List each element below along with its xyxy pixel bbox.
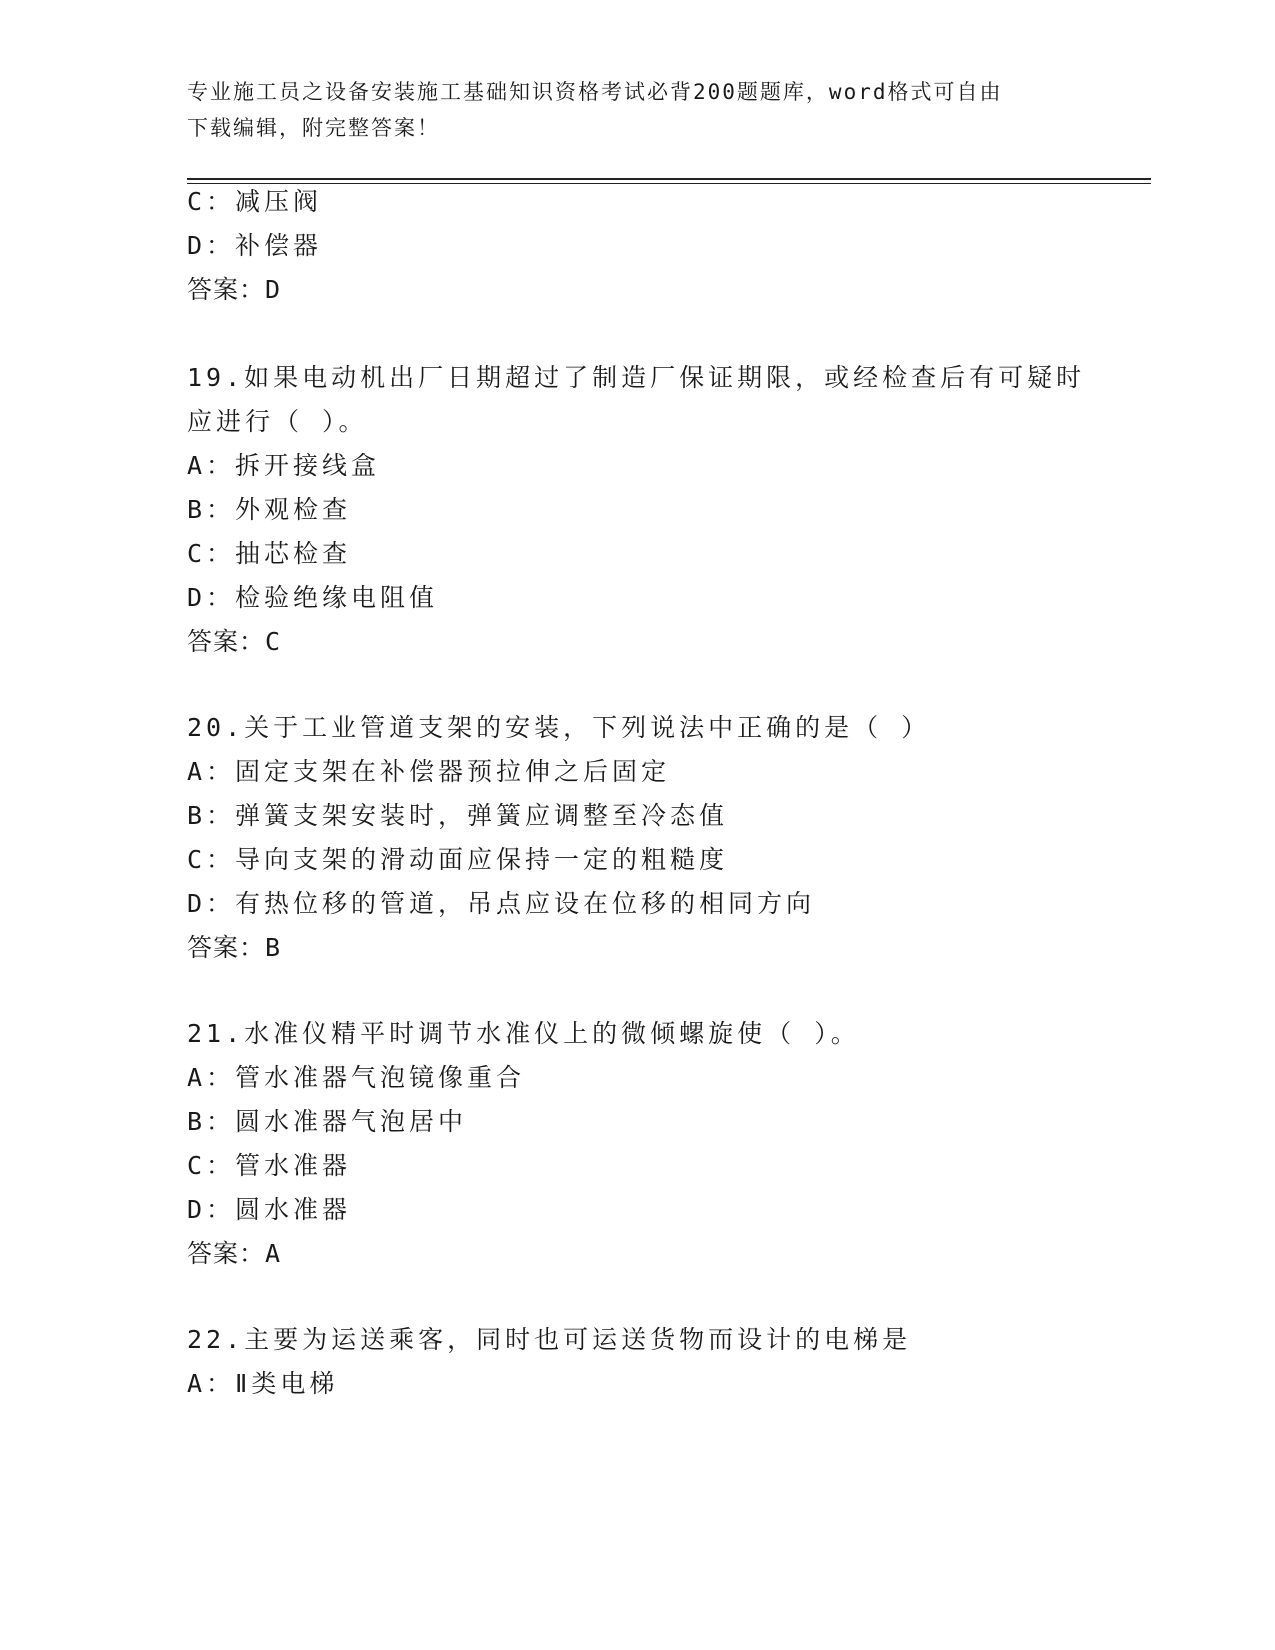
q18-option-d: D：补偿器 (187, 231, 323, 260)
q19-option-a: A：拆开接线盒 (187, 451, 381, 480)
q19-stem-line-2: 应进行（ ）。 (187, 407, 368, 436)
q20-stem: 20.关于工业管道支架的安装，下列说法中正确的是（ ） (187, 713, 931, 742)
header-title-line-2: 下载编辑，附完整答案！ (187, 116, 440, 140)
q22-stem: 22.主要为运送乘客，同时也可运送货物而设计的电梯是 (187, 1325, 912, 1354)
q19-option-d: D：检验绝缘电阻值 (187, 583, 439, 612)
q20-option-c: C：导向支架的滑动面应保持一定的粗糙度 (187, 845, 729, 874)
q20-answer: 答案：B (187, 933, 282, 962)
q21-stem: 21.水准仪精平时调节水准仪上的微倾螺旋使（ ）。 (187, 1019, 860, 1048)
document-header (187, 74, 1087, 146)
header-title-line-1: 专业施工员之设备安装施工基础知识资格考试必背200题题库，word格式可自由 (187, 80, 1003, 104)
q21-option-b: B：圆水准器气泡居中 (187, 1107, 468, 1136)
q22-option-a: A：Ⅱ类电梯 (187, 1369, 339, 1398)
q19-option-c: C：抽芯检查 (187, 539, 352, 568)
header-divider-thick (187, 178, 1151, 180)
q19-option-b: B：外观检查 (187, 495, 352, 524)
q18-option-c: C：减压阀 (187, 187, 323, 216)
q20-option-b: B：弹簧支架安装时，弹簧应调整至冷态值 (187, 801, 729, 830)
q19-answer: 答案：C (187, 627, 282, 656)
header-divider-thin (187, 183, 1151, 184)
q21-option-a: A：管水准器气泡镜像重合 (187, 1063, 526, 1092)
q18-answer: 答案：D (187, 275, 282, 304)
q19-stem-line-1: 19.如果电动机出厂日期超过了制造厂保证期限，或经检查后有可疑时 (187, 363, 1086, 392)
q21-answer: 答案：A (187, 1239, 282, 1268)
q20-option-a: A：固定支架在补偿器预拉伸之后固定 (187, 757, 671, 786)
q20-option-d: D：有热位移的管道，吊点应设在位移的相同方向 (187, 889, 816, 918)
q21-option-c: C：管水准器 (187, 1151, 352, 1180)
q21-option-d: D：圆水准器 (187, 1195, 352, 1224)
